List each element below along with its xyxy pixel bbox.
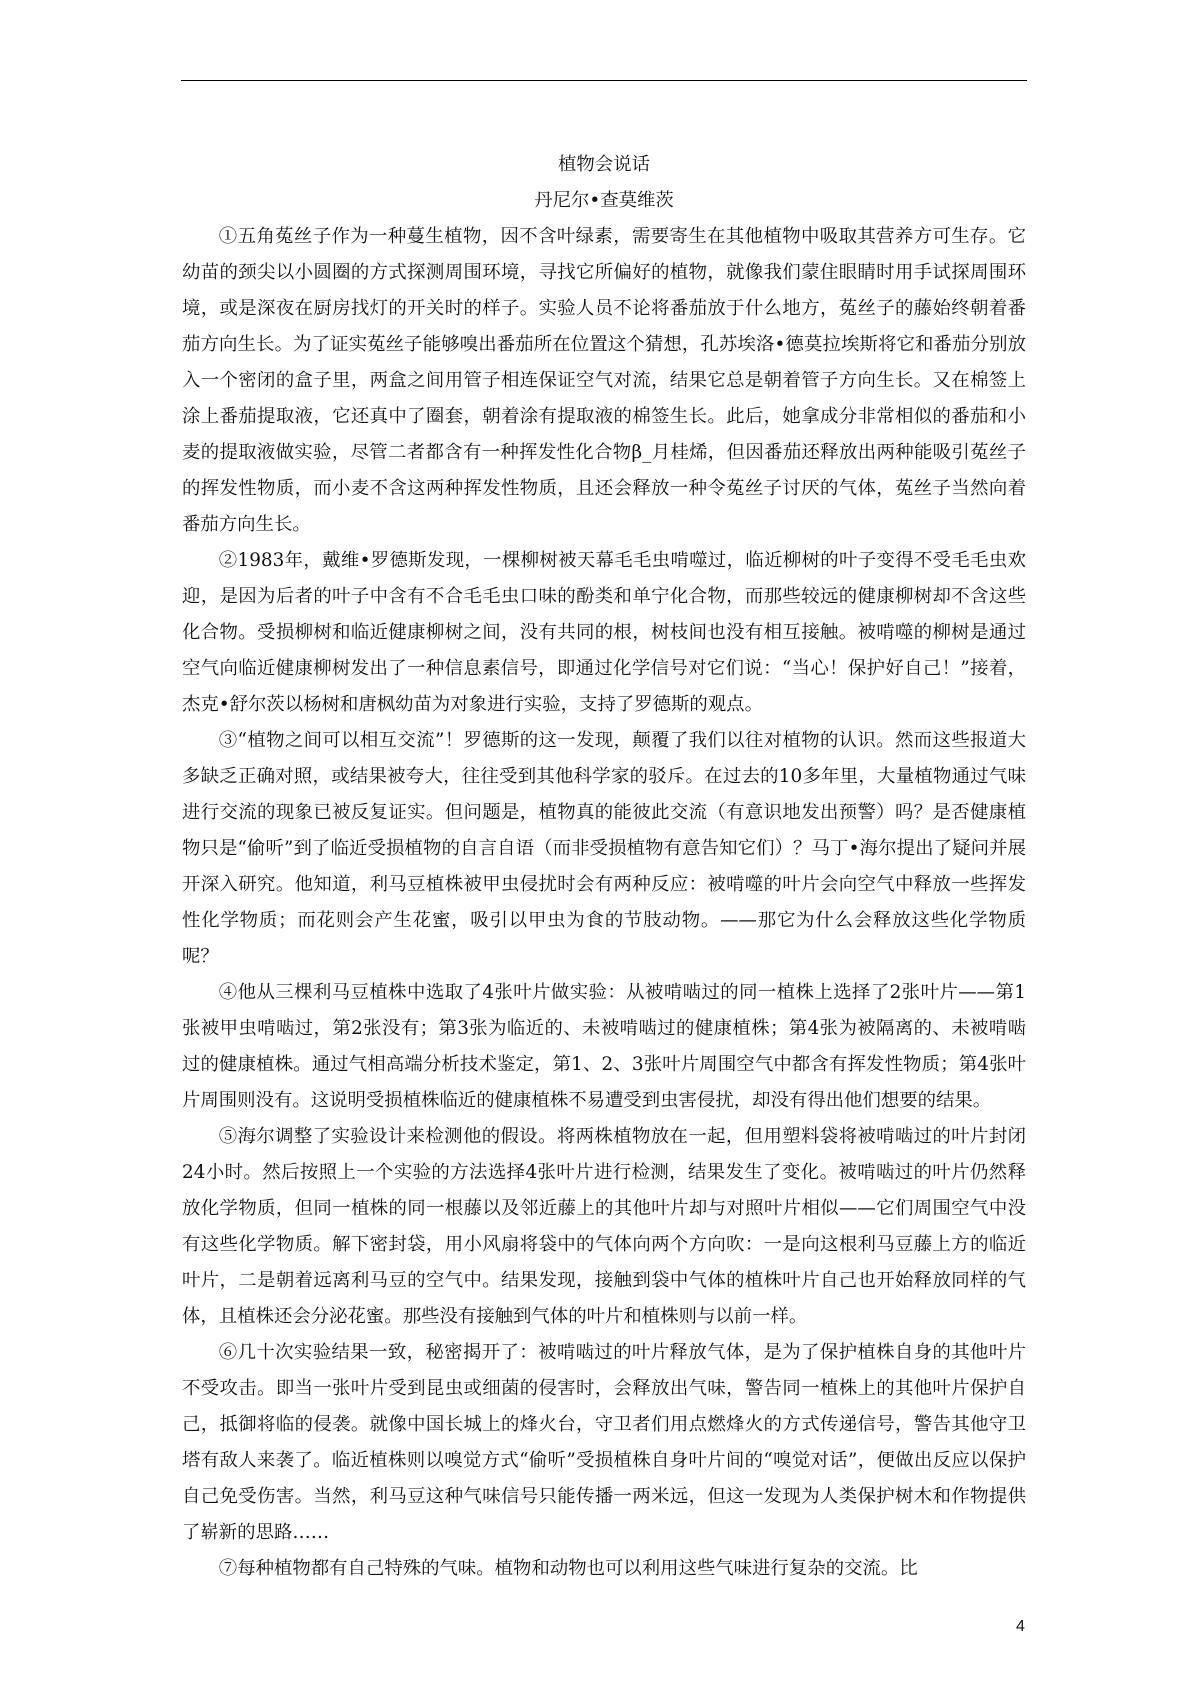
paragraph-4: ④他从三棵利马豆植株中选取了4张叶片做实验：从被啃啮过的同一植株上选择了2张叶片——第1张被甲虫啃啮过，第2张没有；第3张为临近的、未被啃啮过的健康植株；第4张为被隔离的、未被啃啮过的健康植株。通过气相高端分析技术鉴定，第1、2、3张叶片周围空气中都含有挥发性物质；第4张叶片周围则没有。这说明受损植株临近的健康植株不易遭受到虫害侵扰，却没有得出他们想要的结果。 (182, 982, 1026, 1111)
page-number: 4 (1016, 1618, 1025, 1635)
paragraph-2: ②1983年，戴维•罗德斯发现，一棵柳树被天幕毛毛虫啃噬过，临近柳树的叶子变得不受毛毛虫欢迎，是因为后者的叶子中含有不合毛毛虫口味的酚类和单宁化合物，而那些较远的健康柳树却不含这些化合物。受损柳树和临近健康柳树之间，没有共同的根，树枝间也没有相互接触。被啃噬的柳树是通过空气向临近健康柳树发出了一种信息素信号，即通过化学信号对它们说：“当心！保护好自己！”接着，杰克•舒尔茨以杨树和唐枫幼苗为对象进行实验，支持了罗德斯的观点。 (182, 550, 1026, 715)
article-body (182, 147, 1026, 1587)
header-rule (181, 80, 1027, 81)
paragraph-7: ⑦每种植物都有自己特殊的气味。植物和动物也可以利用这些气味进行复杂的交流。比 (218, 1558, 918, 1579)
paragraph-1: ①五角菟丝子作为一种蔓生植物，因不含叶绿素，需要寄生在其他植物中吸取其营养方可生存。它幼苗的颈尖以小圆圈的方式探测周围环境，寻找它所偏好的植物，就像我们蒙住眼睛时用手试探周围环境，或是深夜在厨房找灯的开关时的样子。实验人员不论将番茄放于什么地方，菟丝子的藤始终朝着番茄方向生长。为了证实菟丝子能够嗅出番茄所在位置这个猜想，孔苏埃洛•德莫拉埃斯将它和番茄分别放入一个密闭的盒子里，两盒之间用管子相连保证空气对流，结果它总是朝着管子方向生长。又在棉签上涂上番茄提取液，它还真中了圈套，朝着涂有提取液的棉签生长。此后，她拿成分非常相似的番茄和小麦的提取液做实验，尽管二者都含有一种挥发性化合物β_月桂烯，但因番茄还释放出两种能吸引菟丝子的挥发性物质，而小麦不含这两种挥发性物质，且还会释放一种令菟丝子讨厌的气体，菟丝子当然向着番茄方向生长。 (182, 226, 1026, 535)
article-title: 植物会说话 (558, 154, 650, 175)
paragraph-3: ③“植物之间可以相互交流”！罗德斯的这一发现，颠覆了我们以往对植物的认识。然而这些报道大多缺乏正确对照，或结果被夸大，往往受到其他科学家的驳斥。在过去的10多年里，大量植物通过气味进行交流的现象已被反复证实。但问题是，植物真的能彼此交流（有意识地发出预警）吗？是否健康植物只是“偷听”到了临近受损植物的自言自语（而非受损植物有意告知它们）？马丁•海尔提出了疑问并展开深入研究。他知道，利马豆植株被甲虫侵扰时会有两种反应：被啃噬的叶片会向空气中释放一些挥发性化学物质；而花则会产生花蜜，吸引以甲虫为食的节肢动物。——那它为什么会释放这些化学物质呢？ (182, 730, 1026, 967)
article-author: 丹尼尔•查莫维茨 (534, 190, 674, 211)
paragraph-5: ⑤海尔调整了实验设计来检测他的假设。将两株植物放在一起，但用塑料袋将被啃啮过的叶片封闭24小时。然后按照上一个实验的方法选择4张叶片进行检测，结果发生了变化。被啃啮过的叶片仍然释放化学物质，但同一植株的同一根藤以及邻近藤上的其他叶片却与对照叶片相似——它们周围空气中没有这些化学物质。解下密封袋，用小风扇将袋中的气体向两个方向吹：一是向这根利马豆藤上方的临近叶片，二是朝着远离利马豆的空气中。结果发现，接触到袋中气体的植株叶片自己也开始释放同样的气体，且植株还会分泌花蜜。那些没有接触到气体的叶片和植株则与以前一样。 (182, 1126, 1026, 1327)
paragraph-6: ⑥几十次实验结果一致，秘密揭开了：被啃啮过的叶片释放气体，是为了保护植株自身的其他叶片不受攻击。即当一张叶片受到昆虫或细菌的侵害时，会释放出气味，警告同一植株上的其他叶片保护自己，抵御将临的侵袭。就像中国长城上的烽火台，守卫者们用点燃烽火的方式传递信号，警告其他守卫塔有敌人来袭了。临近植株则以嗅觉方式“偷听”受损植株自身叶片间的“嗅觉对话”，便做出反应以保护自己免受伤害。当然，利马豆这种气味信号只能传播一两米远，但这一发现为人类保护树木和作物提供了崭新的思路…… (182, 1342, 1026, 1543)
